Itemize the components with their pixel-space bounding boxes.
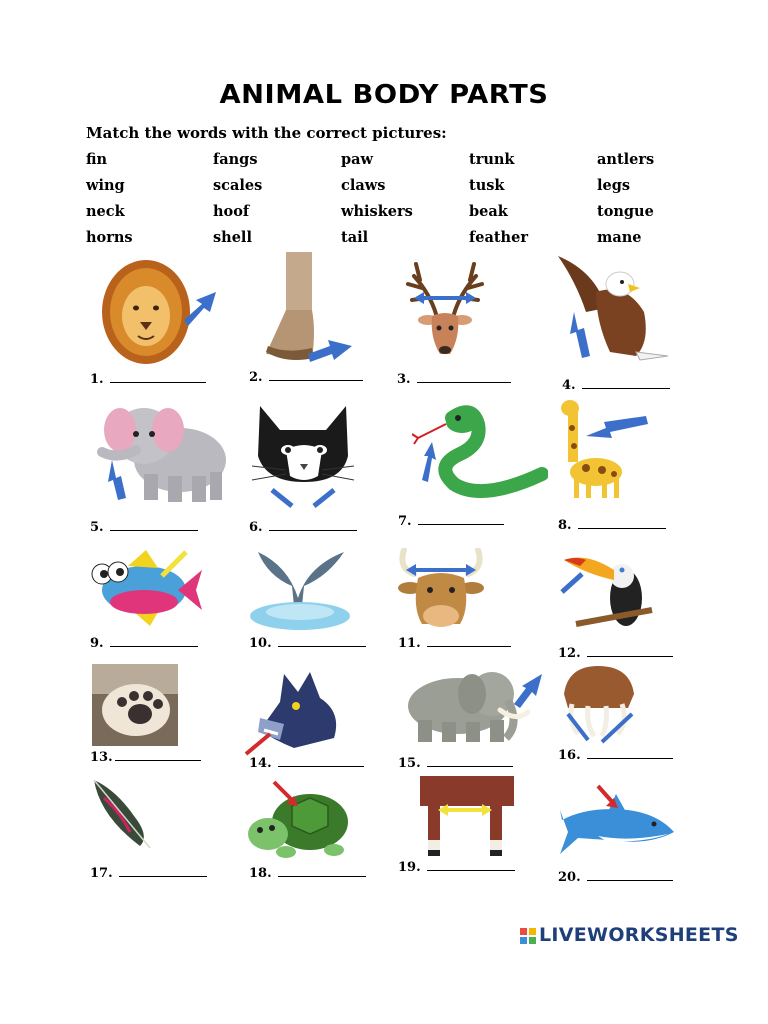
word-horns: horns: [86, 229, 133, 246]
giraffe-icon: [556, 398, 656, 502]
worksheet-title: ANIMAL BODY PARTS: [219, 80, 549, 110]
answer-5[interactable]: 5.: [90, 518, 198, 535]
answer-6[interactable]: 6.: [249, 518, 357, 535]
answer-8[interactable]: 8.: [558, 516, 666, 533]
paw-icon: [92, 664, 178, 746]
toucan-icon: [556, 544, 656, 634]
fish-icon: [88, 546, 204, 628]
word-bank: [86, 150, 686, 247]
hoof-icon: [256, 252, 356, 370]
word-fin: fin: [86, 151, 108, 168]
answer-7[interactable]: 7.: [398, 512, 504, 529]
snake-icon: [412, 404, 548, 508]
answer-11[interactable]: 11.: [398, 634, 511, 651]
word-claws: claws: [341, 177, 386, 194]
word-beak: beak: [469, 203, 508, 220]
answer-19[interactable]: 19.: [398, 858, 515, 875]
answer-4[interactable]: 4.: [562, 376, 670, 393]
word-feather: feather: [469, 229, 528, 246]
answer-20[interactable]: 20.: [558, 868, 673, 885]
lion-icon: [98, 254, 223, 369]
instruction-text: Match the words with the correct pictures:: [86, 124, 447, 142]
answer-3[interactable]: 3.: [397, 370, 511, 387]
word-neck: neck: [86, 203, 125, 220]
answer-16[interactable]: 16.: [558, 746, 673, 763]
word-scales: scales: [213, 177, 263, 194]
word-antlers: antlers: [597, 151, 655, 168]
word-fangs: fangs: [213, 151, 258, 168]
bull-icon: [396, 548, 486, 632]
answer-14[interactable]: 14.: [249, 754, 364, 771]
word-mane: mane: [597, 229, 642, 246]
answer-9[interactable]: 9.: [90, 634, 198, 651]
wolf-icon: [244, 668, 344, 760]
word-paw: paw: [341, 151, 374, 168]
word-trunk: trunk: [469, 151, 515, 168]
word-legs: legs: [597, 177, 631, 194]
word-whiskers: whiskers: [341, 203, 413, 220]
cat-icon: [246, 400, 360, 512]
whale-tail-icon: [248, 546, 352, 632]
word-hoof: hoof: [213, 203, 250, 220]
turtle-icon: [246, 776, 358, 864]
eagle-icon: [556, 252, 676, 364]
liveworksheets-brand[interactable]: [520, 924, 739, 946]
tusk-elephant-icon: [396, 664, 546, 744]
word-tail: tail: [341, 229, 369, 246]
answer-18[interactable]: 18.: [249, 864, 366, 881]
feather-icon: [90, 776, 156, 850]
brand-text: LIVEWORKSHEETS: [539, 924, 739, 946]
legs-icon: [420, 776, 514, 858]
answer-17[interactable]: 17.: [90, 864, 207, 881]
answer-2[interactable]: 2.: [249, 368, 363, 385]
claws-icon: [558, 664, 638, 746]
liveworksheets-logo-icon: [520, 927, 536, 943]
deer-icon: [400, 258, 490, 360]
answer-12[interactable]: 12.: [558, 644, 673, 661]
answer-10[interactable]: 10.: [249, 634, 366, 651]
answer-13[interactable]: 13.: [90, 748, 201, 765]
word-wing: wing: [86, 177, 125, 194]
word-tusk: tusk: [469, 177, 505, 194]
word-shell: shell: [213, 229, 252, 246]
answer-15[interactable]: 15.: [398, 754, 513, 771]
elephant-icon: [88, 400, 238, 506]
shark-icon: [558, 780, 678, 862]
word-tongue: tongue: [597, 203, 654, 220]
answer-1[interactable]: 1.: [90, 370, 206, 387]
